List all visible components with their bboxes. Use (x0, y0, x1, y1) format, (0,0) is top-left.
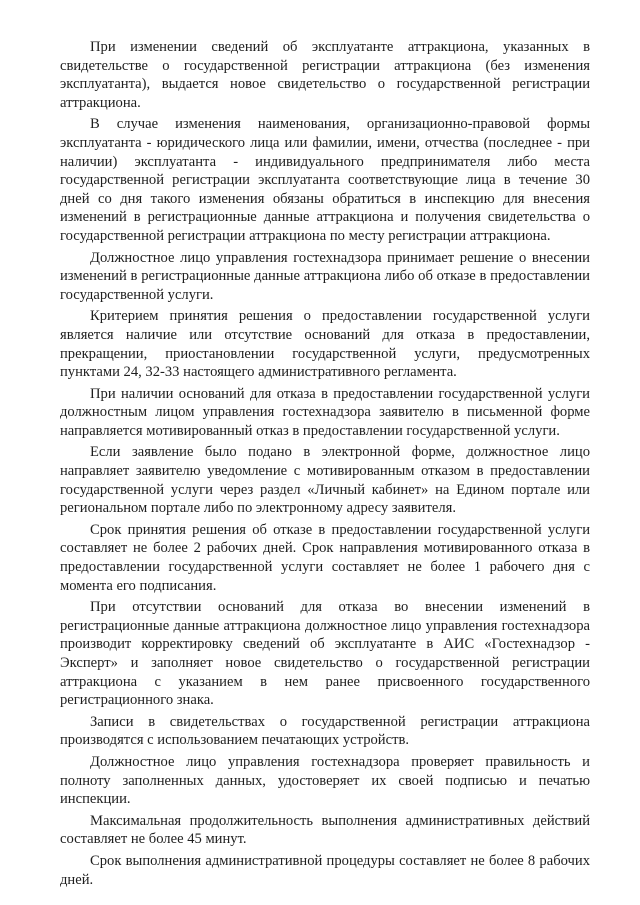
paragraph: При изменении сведений об эксплуатанте аттракциона, указанных в свидетельстве о государственной регистрации аттракциона (без изменения эксплуатанта), выдается новое свидетельство о государственной регистрации аттракциона. (60, 39, 590, 111)
paragraph: Срок выполнения административной процедуры составляет не более 8 рабочих дней. (60, 852, 590, 888)
paragraph: Критерием принятия решения о предоставлении государственной услуги является наличие или отсутствие оснований для отказа в предоставлении, прекращении, приостановлении государственной услуги, предусмотренных пунктами 24, 32-33 настоящего административного регламента. (60, 308, 590, 381)
paragraph: При наличии оснований для отказа в предоставлении государственной услуги должностным лицом управления гостехнадзора заявителю в письменной форме направляется мотивированный отказ в предоставлении государственной услуги. (60, 385, 590, 439)
paragraph: В случае изменения наименования, организационно-правовой формы эксплуатанта - юридического лица или фамилии, имени, отчества (последнее - при наличии) эксплуатанта - индивидуального предпринимателя либо места государственной регистрации эксплуатанта соответствующие лица в течение 30 дней со дня такого изменения обязаны обратиться в инспекцию для внесения изменений в регистрационные данные аттракциона и получения свидетельства о государственной регистрации аттракциона по месту регистрации аттракциона. (60, 116, 590, 244)
paragraph: Максимальная продолжительность выполнения административных действий составляет не более 45 минут. (60, 812, 590, 848)
paragraph: Должностное лицо управления гостехнадзора проверяет правильность и полноту заполненных данных, удостоверяет их своей подписью и печатью инспекции. (60, 753, 590, 808)
paragraph: При отсутствии оснований для отказа во внесении изменений в регистрационные данные аттракциона должностное лицо управления гостехнадзора производит корректировку сведений об эксплуатанте в АИС «Гостехнадзор - Эксперт» и заполняет новое свидетельство о государственной регистрации аттракциона с указанием в нем ранее присвоенного государственного регистрационного знака. (60, 599, 590, 709)
paragraph: Срок принятия решения об отказе в предоставлении государственной услуги составляет не более 2 рабочих дней. Срок направления мотивированного отказа в предоставлении государственной услуги составляет не более 1 рабочего дня с момента его подписания. (60, 521, 590, 594)
paragraph: Если заявление было подано в электронной форме, должностное лицо направляет заявителю уведомление с мотивированным отказом в предоставлении государственной услуги через раздел «Личный кабинет» на Едином портале или региональном портале либо по электронному адресу заявителя. (60, 444, 590, 517)
paragraph: Записи в свидетельствах о государственной регистрации аттракциона производятся с использованием печатающих устройств. (60, 713, 590, 749)
document-page (60, 38, 590, 889)
paragraph: Должностное лицо управления гостехнадзора принимает решение о внесении изменений в регистрационные данные аттракциона либо об отказе в предоставлении государственной услуги. (60, 249, 590, 303)
